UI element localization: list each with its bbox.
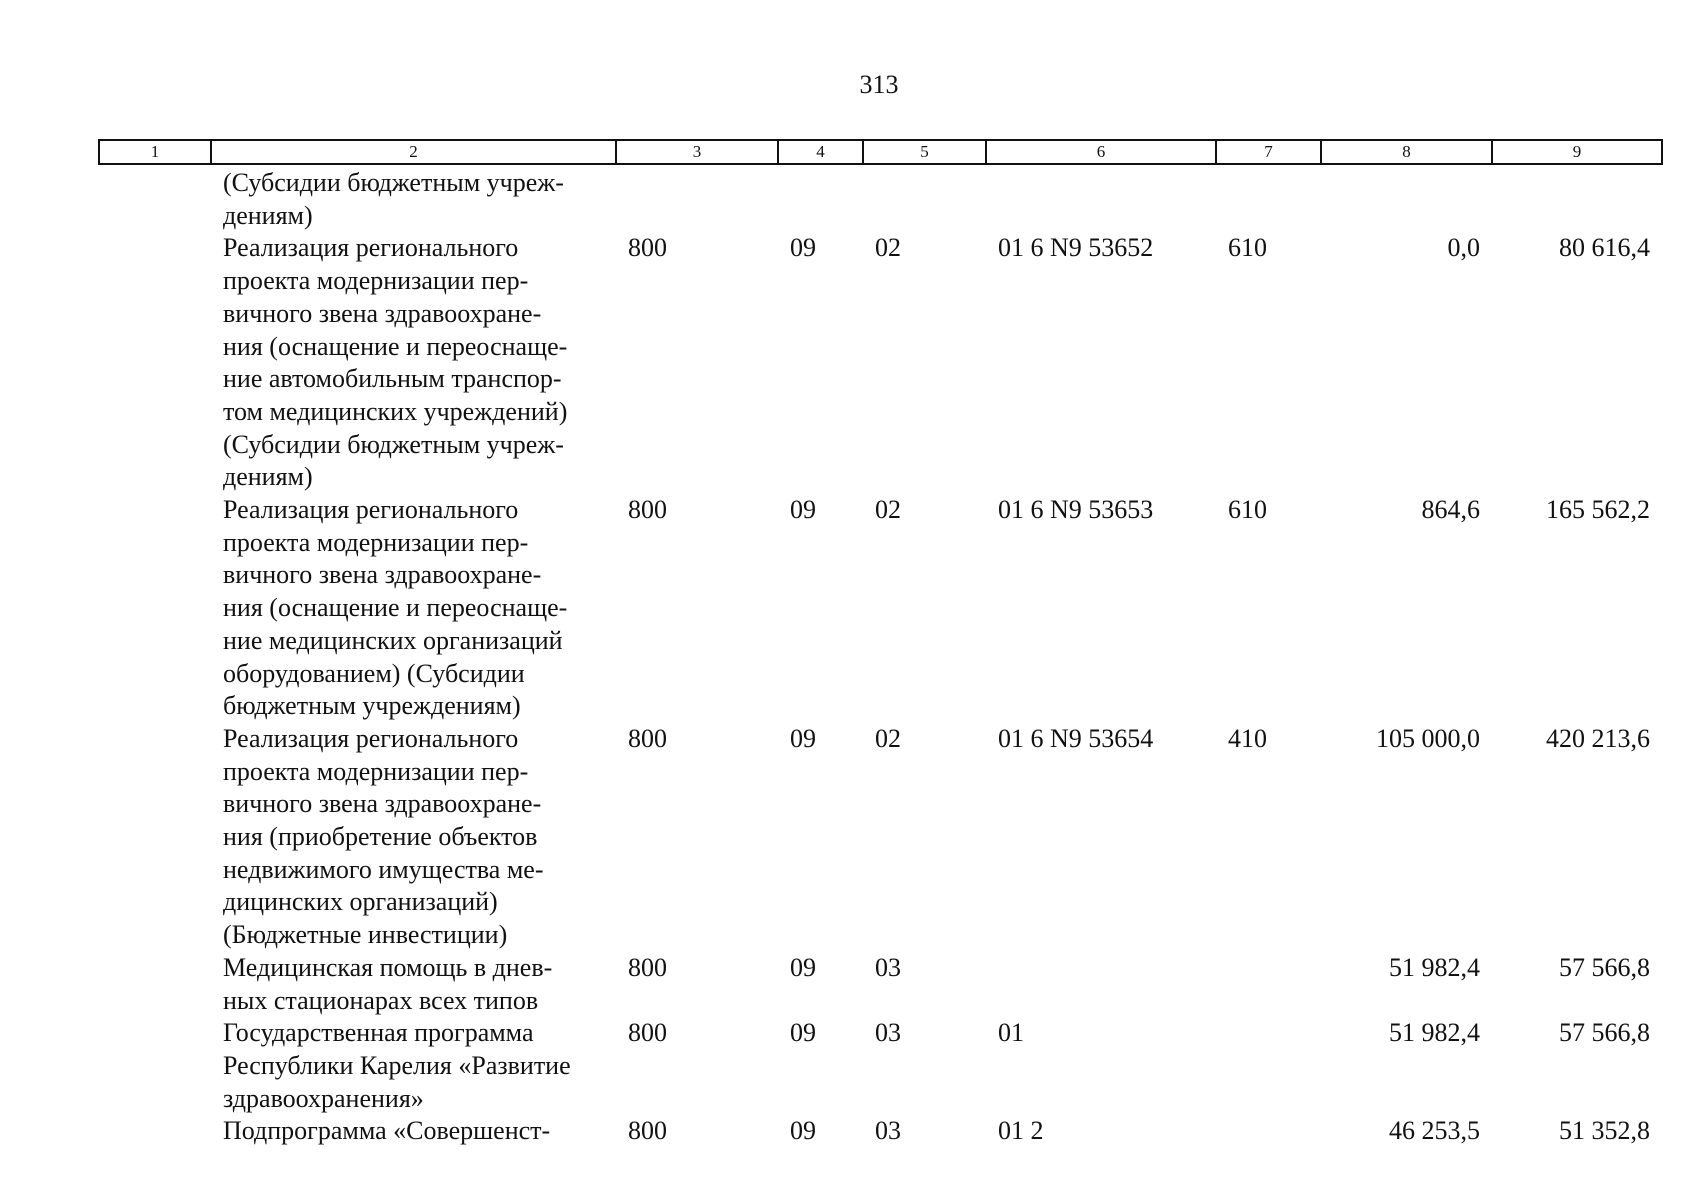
cell-amount-year-2: 57 566,8 (1559, 1018, 1650, 1048)
cell-amount-year-2: 51 352,8 (1559, 1116, 1650, 1146)
header-col-9: 9 (1492, 140, 1662, 164)
header-col-1: 1 (99, 140, 211, 164)
name-line: ния (оснащение и переоснаще- (223, 331, 568, 361)
cell-section: 09 (790, 1018, 816, 1048)
cell-section (778, 164, 863, 232)
cell-number (99, 164, 211, 232)
table-row (99, 232, 1662, 494)
name-line: проекта модернизации пер- (223, 756, 529, 786)
table-row (99, 494, 1662, 723)
name-line: дениям) (223, 200, 313, 230)
cell-name (211, 723, 616, 952)
table-row (99, 723, 1662, 952)
cell-ministry-code: 800 (628, 1116, 667, 1146)
cell-amount-year-1: 51 982,4 (1389, 1018, 1480, 1048)
name-line: том медицинских учреждений) (223, 396, 568, 426)
cell-ministry-code (616, 164, 778, 232)
table-row (99, 1115, 1662, 1148)
budget-table (98, 139, 1663, 1148)
name-line: Реализация регионального (223, 723, 519, 753)
cell-expense-type (1216, 952, 1321, 1017)
name-line: недвижимого имущества ме- (223, 854, 544, 884)
cell-subsection: 02 (875, 495, 901, 525)
name-line: Республики Карелия «Развитие (223, 1050, 571, 1080)
cell-name (211, 1017, 616, 1115)
name-line: ние медицинских организаций (223, 625, 563, 655)
cell-section: 09 (790, 952, 816, 982)
cell-name (211, 232, 616, 494)
name-line: (Субсидии бюджетным учреж- (223, 429, 564, 459)
cell-section: 09 (790, 495, 816, 525)
cell-subsection: 03 (875, 1116, 901, 1146)
cell-subsection: 02 (875, 233, 901, 263)
header-col-6: 6 (986, 140, 1216, 164)
cell-ministry-code: 800 (628, 723, 667, 753)
name-line: дениям) (223, 462, 313, 492)
name-line: ние автомобильным транспор- (223, 364, 562, 394)
name-line: Реализация регионального (223, 233, 519, 263)
page-number: 313 (859, 70, 899, 99)
cell-expense-type: 610 (1228, 233, 1267, 263)
cell-target-article: 01 6 N9 53653 (998, 495, 1154, 525)
cell-amount-year-1: 46 253,5 (1389, 1116, 1480, 1146)
cell-number (99, 723, 211, 952)
name-line: дицинских организаций) (223, 887, 498, 917)
cell-expense-type (1216, 1115, 1321, 1148)
cell-expense-type: 610 (1228, 495, 1267, 525)
name-line: Медицинская помощь в днев- (223, 952, 553, 982)
table-row (99, 164, 1662, 232)
cell-ministry-code: 800 (628, 952, 667, 982)
cell-expense-type (1216, 164, 1321, 232)
cell-amount-year-2 (1492, 164, 1662, 232)
cell-amount-year-1: 0,0 (1447, 233, 1480, 263)
name-line: здравоохранения» (223, 1083, 424, 1113)
cell-target-article: 01 6 N9 53652 (998, 233, 1154, 263)
name-line: ных стационарах всех типов (223, 985, 539, 1015)
header-col-3: 3 (616, 140, 778, 164)
cell-amount-year-2: 420 213,6 (1546, 723, 1650, 753)
cell-number (99, 1115, 211, 1148)
cell-name (211, 494, 616, 723)
name-line: вичного звена здравоохране- (223, 298, 542, 328)
cell-target-article: 01 6 N9 53654 (998, 723, 1154, 753)
cell-number (99, 1017, 211, 1115)
cell-subsection (863, 164, 986, 232)
name-line: проекта модернизации пер- (223, 266, 529, 296)
name-line: ния (оснащение и переоснаще- (223, 593, 568, 623)
name-line: Реализация регионального (223, 495, 519, 525)
name-line: вичного звена здравоохране- (223, 789, 542, 819)
cell-amount-year-1: 51 982,4 (1389, 952, 1480, 982)
cell-section: 09 (790, 1116, 816, 1146)
name-line: Подпрограмма «Совершенст- (223, 1116, 551, 1146)
cell-ministry-code: 800 (628, 495, 667, 525)
table-row (99, 952, 1662, 1017)
cell-amount-year-2: 80 616,4 (1559, 233, 1650, 263)
name-line: (Бюджетные инвестиции) (223, 920, 508, 950)
cell-expense-type (1216, 1017, 1321, 1115)
cell-name (211, 952, 616, 1017)
cell-amount-year-2: 165 562,2 (1546, 495, 1650, 525)
header-row (99, 140, 1662, 164)
cell-target-article (986, 164, 1216, 232)
cell-amount-year-2: 57 566,8 (1559, 952, 1650, 982)
cell-subsection: 03 (875, 1018, 901, 1048)
header-col-4: 4 (778, 140, 863, 164)
cell-target-article: 01 2 (998, 1116, 1044, 1146)
cell-ministry-code: 800 (628, 233, 667, 263)
name-line: Государственная программа (223, 1018, 534, 1048)
cell-number (99, 494, 211, 723)
table-body (99, 164, 1662, 1148)
name-line: оборудованием) (Субсидии (223, 658, 525, 688)
cell-name (211, 164, 616, 232)
cell-subsection: 02 (875, 723, 901, 753)
table-header (99, 140, 1662, 164)
header-col-5: 5 (863, 140, 986, 164)
cell-expense-type: 410 (1228, 723, 1267, 753)
cell-target-article: 01 (998, 1018, 1024, 1048)
table-row (99, 1017, 1662, 1115)
cell-amount-year-1 (1321, 164, 1492, 232)
cell-amount-year-1: 105 000,0 (1376, 723, 1480, 753)
name-line: проекта модернизации пер- (223, 527, 529, 557)
cell-amount-year-1: 864,6 (1421, 495, 1480, 525)
cell-section: 09 (790, 723, 816, 753)
cell-number (99, 232, 211, 494)
cell-name (211, 1115, 616, 1148)
header-col-7: 7 (1216, 140, 1321, 164)
cell-ministry-code: 800 (628, 1018, 667, 1048)
name-line: (Субсидии бюджетным учреж- (223, 168, 564, 197)
name-line: вичного звена здравоохране- (223, 560, 542, 590)
header-col-8: 8 (1321, 140, 1492, 164)
header-col-2: 2 (211, 140, 616, 164)
name-line: бюджетным учреждениям) (223, 691, 521, 721)
cell-target-article (986, 952, 1216, 1017)
cell-subsection: 03 (875, 952, 901, 982)
cell-number (99, 952, 211, 1017)
name-line: ния (приобретение объектов (223, 822, 538, 852)
cell-section: 09 (790, 233, 816, 263)
